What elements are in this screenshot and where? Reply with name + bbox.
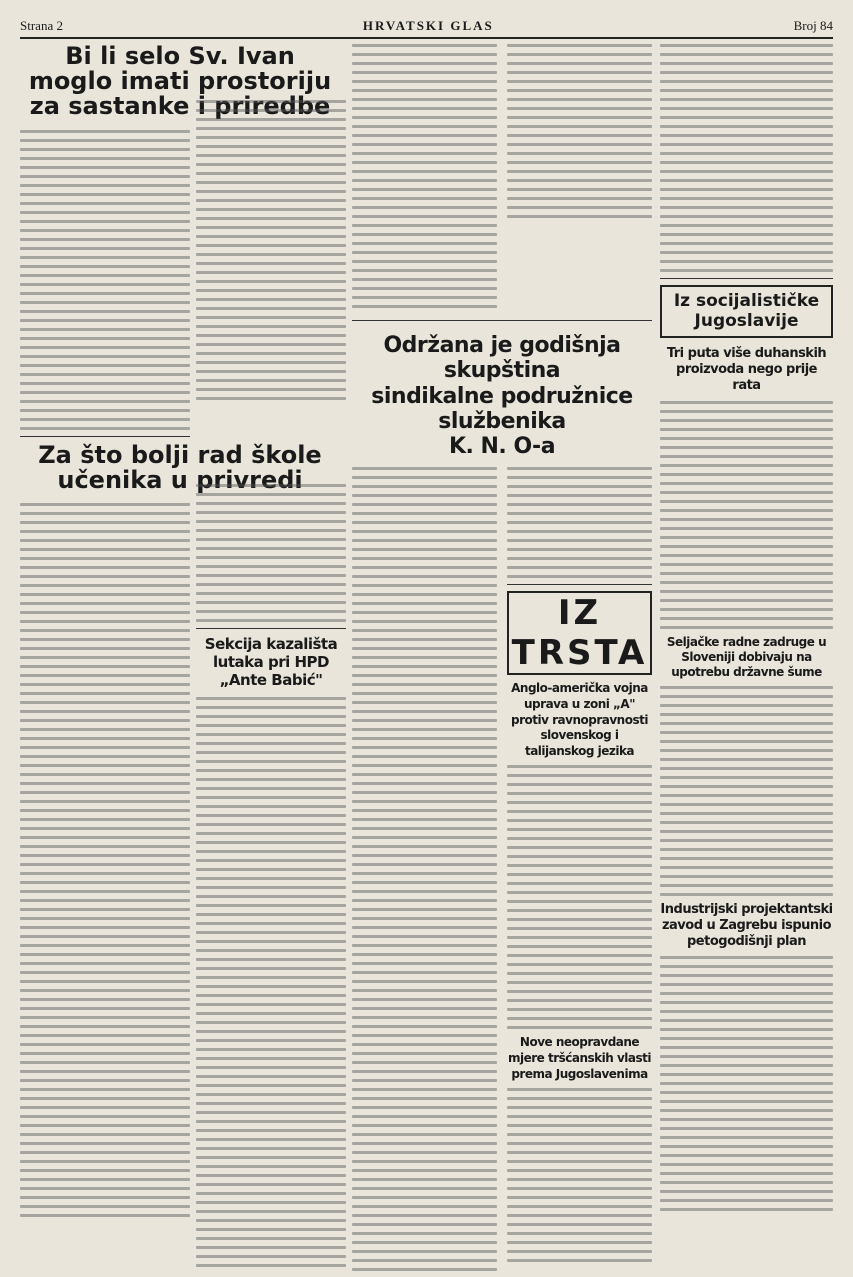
divider (660, 278, 833, 279)
page-number: Strana 2 (20, 18, 63, 33)
article-1-body (20, 130, 190, 430)
article-8-title: Tri puta više duhanskih proizvoda nego prije rata (666, 345, 827, 394)
article-1-title: Bi li selo Sv. Ivan moglo imati prostoriju za sastanke i priredbe (28, 42, 332, 121)
continued-text-col5 (660, 44, 833, 272)
article-9-body (660, 686, 833, 896)
article-4-body-right (507, 467, 652, 578)
article-4-title-line3: K. N. O-a (448, 434, 556, 460)
column-3-4 (352, 44, 652, 1190)
article-3-body (196, 697, 346, 1267)
divider (507, 584, 652, 585)
article-4-body-left (352, 467, 497, 1277)
socialist-yugoslavia-banner: Iz socijalističke Jugoslavije (660, 285, 833, 338)
article-4-title-line2: sindikalne podružnice službenika (371, 383, 633, 434)
article-10-title: Industrijski projektantski zavod u Zagrebu ispunio petogodišnji plan (660, 901, 833, 950)
iz-trsta-banner: IZ TRSTA (507, 591, 652, 675)
masthead: HRVATSKI GLAS (362, 18, 494, 33)
divider (20, 436, 190, 437)
article-3-title: Sekcija kazališta lutaka pri HPD „Ante Babić" (204, 635, 338, 689)
page-header (20, 12, 833, 39)
article-10-body (660, 956, 833, 1211)
article-2-title: Za što bolji rad škole učenika u privredi (38, 440, 322, 494)
article-6-title: Nove neopravdane mjere tršćanskih vlasti prema Jugoslavenima (507, 1035, 652, 1081)
continued-text-right (507, 44, 652, 314)
column-2 (196, 100, 346, 1190)
continued-text-left (352, 44, 497, 314)
article-5-body (507, 765, 652, 1029)
article-8-body (660, 401, 833, 629)
article-6-body (507, 1088, 652, 1262)
article-4-title-line1: Održana je godišnja skupština (383, 333, 621, 384)
column-5 (660, 44, 833, 1190)
article-4-title (352, 333, 652, 459)
article-9-title: Seljačke radne zadruge u Sloveniji dobivaju na upotrebu državne šume (666, 634, 827, 679)
article-2-body (20, 503, 190, 1217)
article-2-body-cont (196, 484, 346, 622)
article-5-title: Anglo-američka vojna uprava u zoni „A" protiv ravnopravnosti slovenskog i talijanskog jezika (511, 681, 648, 758)
issue-number: Broj 84 (793, 18, 833, 33)
divider (196, 628, 346, 629)
divider (352, 320, 652, 321)
article-1-body-cont (196, 100, 346, 400)
